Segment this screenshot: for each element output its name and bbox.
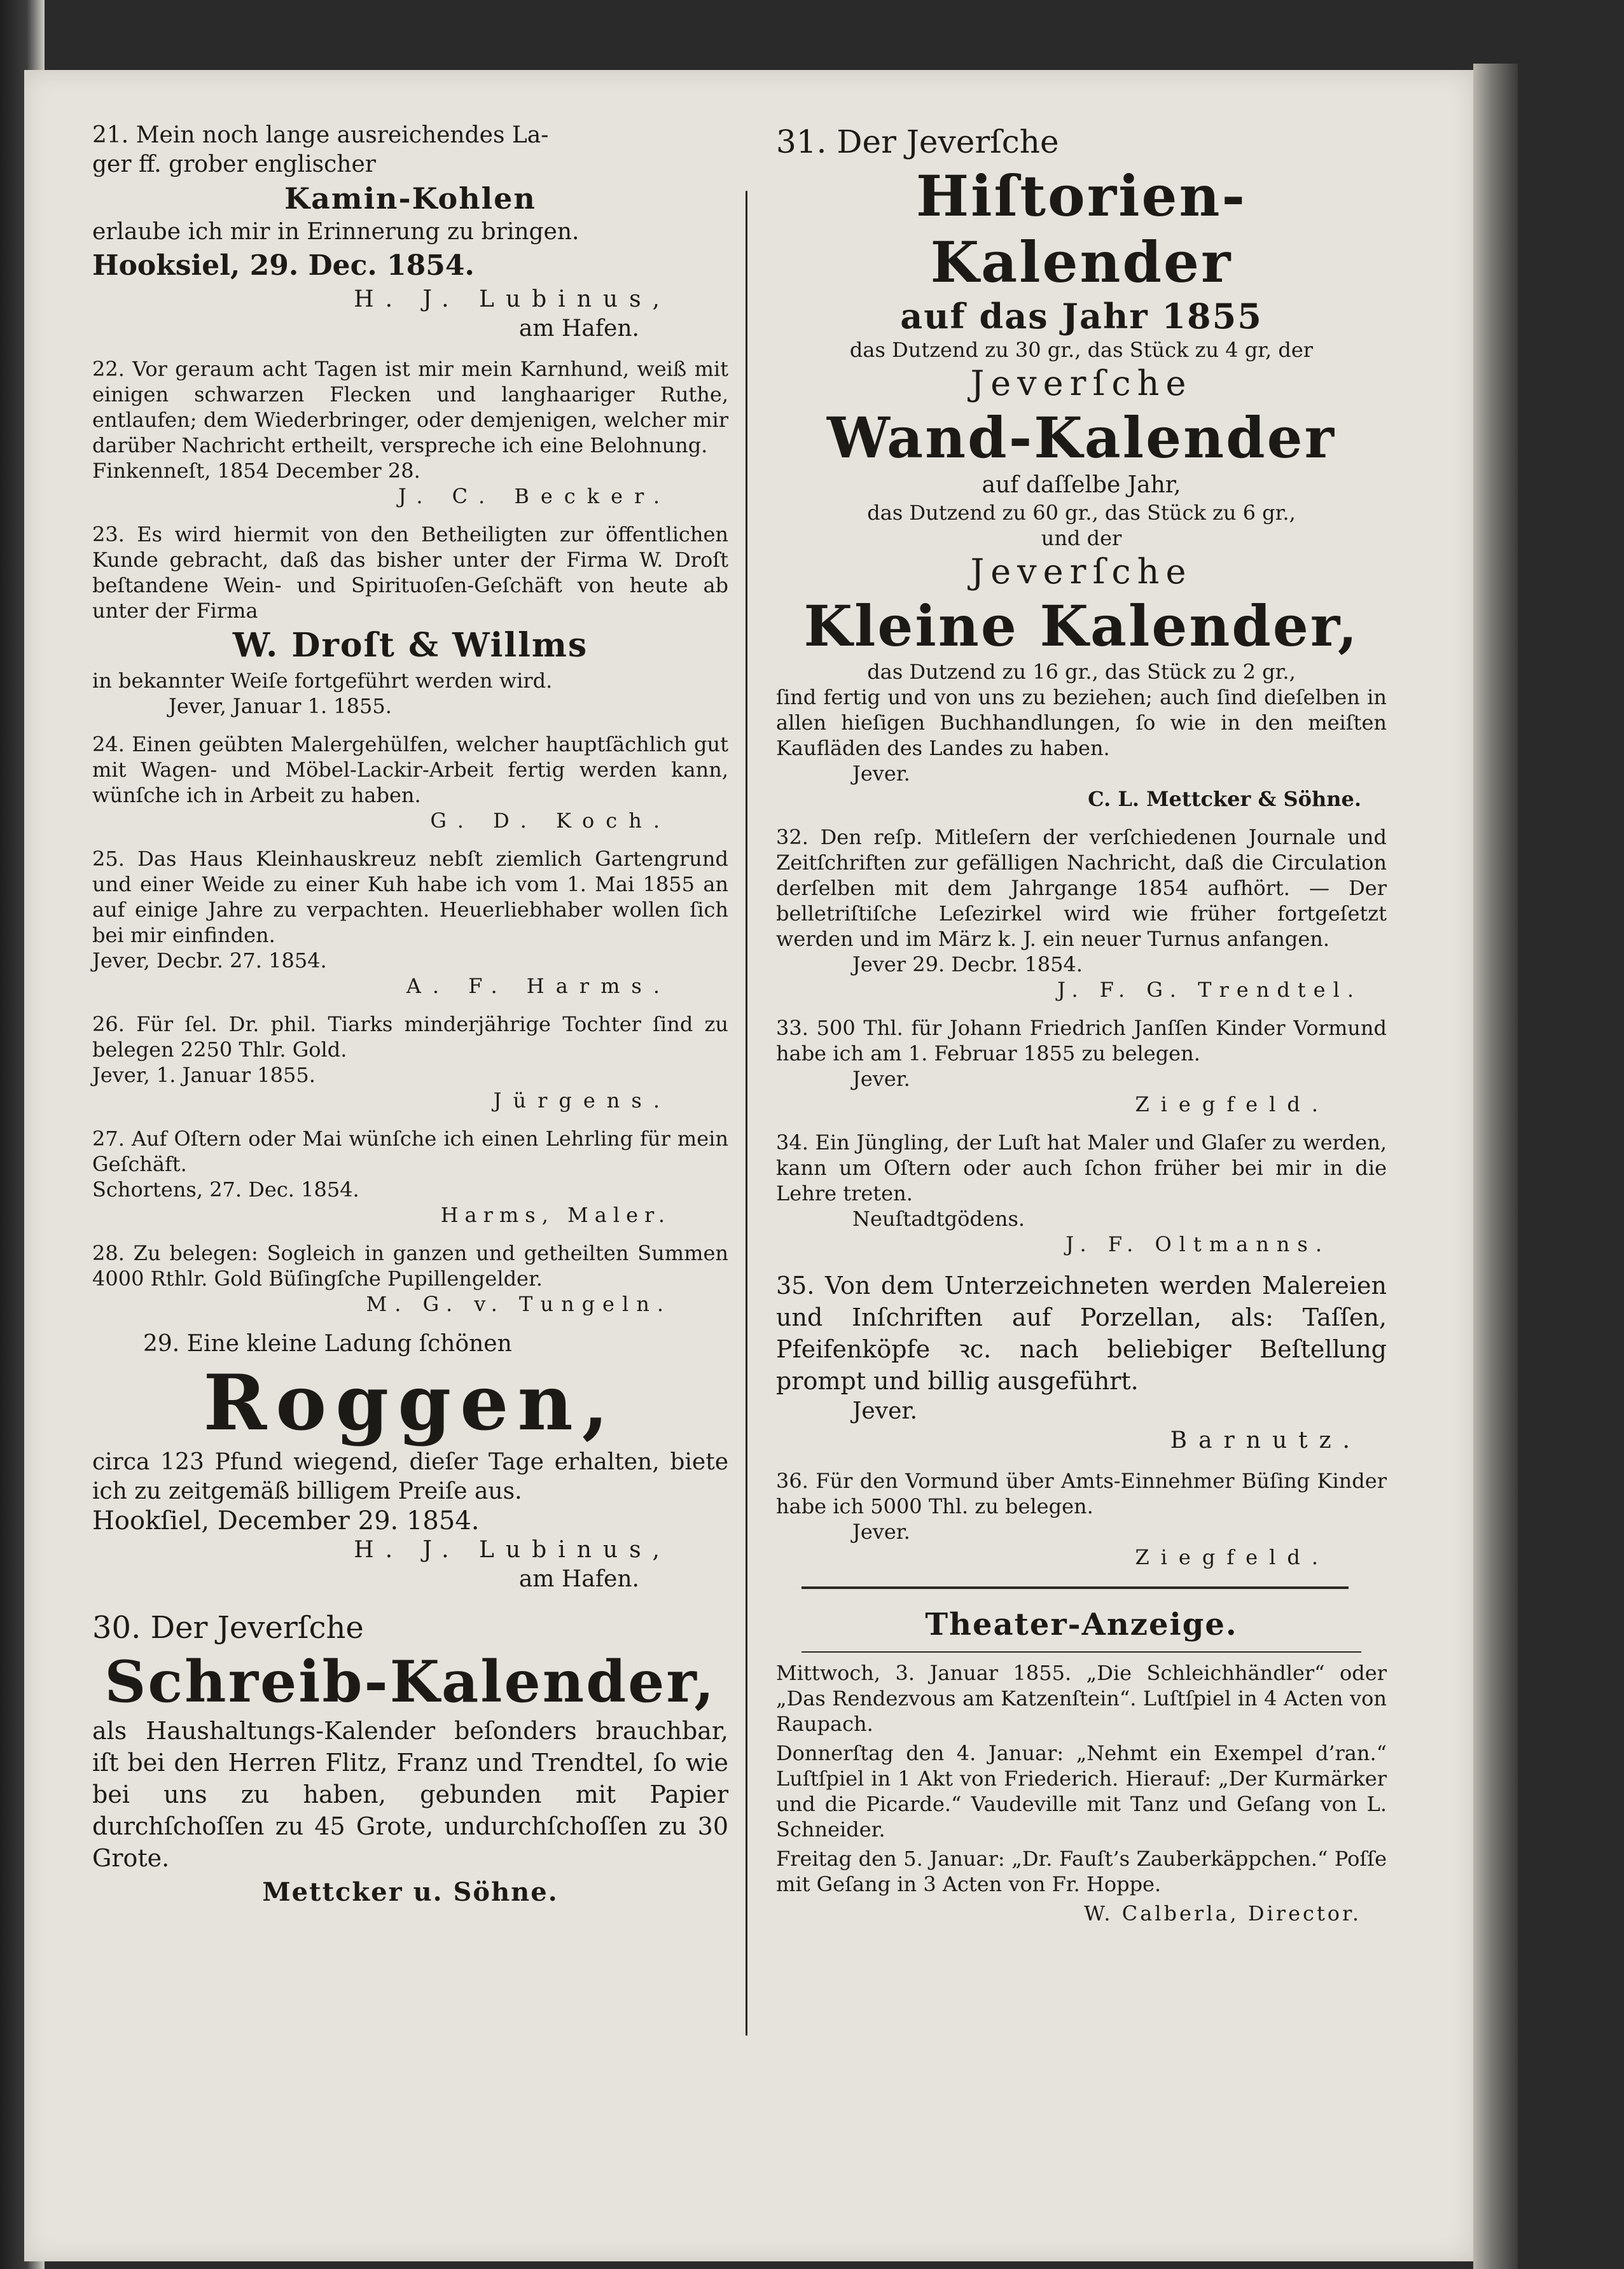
ad-text: als Haushaltungs-Kalender beſonders brauchbar, iſt bei den Herren Flitz, Franz und Trendtel, ſo wie bei uns zu haben, gebunden mit Papier durchſchoſſen zu 45 Grote, undurchſchoſſen zu 30 Grote. xyxy=(92,1717,728,1872)
ad-text: 26. Für ſel. Dr. phil. Tiarks minderjährige Tochter ſind zu belegen 2250 Thlr. Gold. xyxy=(92,1012,728,1062)
ad-headline: Wand-Kalender xyxy=(826,405,1336,471)
ad-place-date: Hooksiel, 29. Dec. 1854. xyxy=(92,249,475,282)
ad-32 xyxy=(776,824,1387,1003)
ad-21 xyxy=(92,121,728,343)
ad-signature: G. D. Koch. xyxy=(430,808,671,833)
ad-text: und der xyxy=(1041,526,1122,550)
ad-text: 21. Mein noch lange ausreichendes La- xyxy=(92,122,549,148)
column-rule xyxy=(746,191,747,2036)
ad-text: ger ff. grober englischer xyxy=(92,151,377,177)
ad-signature: Jürgens. xyxy=(493,1088,671,1113)
ad-25 xyxy=(92,846,728,999)
ad-headline: Kamin-Kohlen xyxy=(284,181,536,216)
ad-signature: J. F. Oltmanns. xyxy=(1065,1232,1329,1256)
ad-place-date: Jever, 1. Januar 1855. xyxy=(92,1063,316,1087)
ad-text: auf daſſelbe Jahr, xyxy=(982,472,1181,498)
ad-text: 27. Auf Oſtern oder Mai wünſche ich einen Lehrling für mein Geſchäft. xyxy=(92,1127,728,1176)
ad-signature: J. F. G. Trendtel. xyxy=(1057,978,1361,1002)
ad-text: 25. Das Haus Kleinhauskreuz nebſt ziemlich Gartengrund und einer Weide zu einer Kuh habe ich vom 1. Mai 1855 an auf einige Jahre zu verpachten. Heuerliebhaber wollen ſich bei mir einfinden. xyxy=(92,847,728,947)
ad-34 xyxy=(776,1130,1387,1257)
ad-text: das Dutzend zu 30 gr., das Stück zu 4 gr, der xyxy=(849,338,1314,362)
ad-28 xyxy=(92,1240,728,1317)
theater-announcement xyxy=(776,1606,1387,1926)
ad-place-date: Jever. xyxy=(852,761,910,786)
ad-text: in bekannter Weiſe fortgeführt werden wird. xyxy=(92,669,553,693)
section-divider xyxy=(802,1586,1349,1589)
ad-31 xyxy=(776,121,1387,812)
ad-24 xyxy=(92,732,728,833)
ad-text: 24. Einen geübten Malergehülfen, welcher hauptſächlich gut mit Wagen- und Möbel-Lackir-Arbeit fertig werden kann, wünſche ich in Arbeit zu haben. xyxy=(92,732,728,807)
ad-text: erlaube ich mir in Erinnerung zu bringen. xyxy=(92,219,580,245)
ad-33 xyxy=(776,1015,1387,1117)
ad-text: 31. Der Jeverſche xyxy=(776,123,1059,160)
headline-underline xyxy=(802,1651,1361,1653)
ad-place-date: Jever, Januar 1. 1855. xyxy=(169,694,392,718)
ad-text: ſind fertig und von uns zu beziehen; auch ſind dieſelben in allen hieſigen Buchhandlungen, ſo wie in den meiſten Kaufläden des Landes zu haben. xyxy=(776,685,1387,760)
ad-text: 36. Für den Vormund über Amts-Einnehmer Büſing Kinder habe ich 5000 Thl. zu belegen. xyxy=(776,1469,1387,1518)
left-column xyxy=(92,121,728,1924)
ad-22 xyxy=(92,356,728,509)
ad-text: 35. Von dem Unterzeichneten werden Malereien und Inſchriften auf Porzellan, als: Taſſen, Pfeifenköpfe ꝛc. nach beliebiger Beſtellung prompt und billig ausgeführt. xyxy=(776,1272,1387,1395)
ad-headline: Kleine Kalender, xyxy=(803,593,1359,659)
ad-place-date: Schortens, 27. Dec. 1854. xyxy=(92,1177,359,1202)
ad-text: circa 123 Pfund wiegend, dieſer Tage erhalten, biete ich zu zeitgemäß billigem Preiſe aus. xyxy=(92,1449,728,1504)
ad-text: 33. 500 Thl. für Johann Friedrich Janſſen Kinder Vormund habe ich am 1. Februar 1855 zu belegen. xyxy=(776,1016,1387,1065)
ad-36 xyxy=(776,1468,1387,1570)
ad-place-date: Neuſtadtgödens. xyxy=(852,1207,1025,1231)
ad-headline: W. Droſt & Willms xyxy=(232,626,588,665)
theater-signature: W. Calberla, Director. xyxy=(1084,1901,1361,1926)
ad-23 xyxy=(92,522,728,719)
ad-signature: Barnutz. xyxy=(1170,1427,1361,1454)
ad-signature: H. J. Lubinus, xyxy=(354,286,671,312)
ad-place-date: Jever. xyxy=(852,1067,910,1091)
ad-text: Jeverſche xyxy=(970,363,1193,403)
ad-signature: H. J. Lubinus, xyxy=(354,1537,671,1563)
ad-place-date: Jever. xyxy=(852,1398,918,1424)
ad-text: 23. Es wird hiermit von den Betheiligten zur öffentlichen Kunde gebracht, daß das bisher unter der Firma W. Droſt beſtandene Wein- und Spirituoſen-Geſchäft von heute ab unter der Firma xyxy=(92,522,728,623)
theater-entry: Freitag den 5. Januar: „Dr. Fauſt’s Zauberkäppchen.“ Poſſe mit Geſang in 3 Acten von Fr. Hoppe. xyxy=(776,1847,1387,1896)
ad-30 xyxy=(92,1607,728,1911)
ad-35 xyxy=(776,1270,1387,1455)
theater-headline: Theater-Anzeige. xyxy=(925,1607,1238,1642)
ad-26 xyxy=(92,1011,728,1113)
theater-entry: Donnerſtag den 4. Januar: „Nehmt ein Exempel d’ran.“ Luſtſpiel in 1 Akt von Friederich. Hierauf: „Der Kurmärker und die Picarde.“ Vaudeville mit Tanz und Geſang von L. Schneider. xyxy=(776,1741,1387,1842)
right-column xyxy=(776,121,1387,1939)
ad-text: 28. Zu belegen: Sogleich in ganzen und getheilten Summen 4000 Rthlr. Gold Büſingſche Pupillengelder. xyxy=(92,1241,728,1291)
ad-text: 34. Ein Jüngling, der Luſt hat Maler und Glaſer zu werden, kann um Oſtern oder auch ſchon früher bei mir in die Lehre treten. xyxy=(776,1130,1387,1205)
ad-text: das Dutzend zu 60 gr., das Stück zu 6 gr., xyxy=(867,501,1296,525)
ad-text: Jeverſche xyxy=(970,552,1193,592)
theater-entry: Mittwoch, 3. Januar 1855. „Die Schleichhändler“ oder „Das Rendezvous am Katzenſtein“. Luſtſpiel in 4 Acten von Raupach. xyxy=(776,1661,1387,1736)
ad-text: 29. Eine kleine Ladung ſchönen xyxy=(143,1331,512,1357)
ad-text: 32. Den reſp. Mitleſern der verſchiedenen Journale und Zeitſchriften zur gefälligen Nachricht, daß die Circulation derſelben mit dem Jahrgange 1854 aufhört. — Der belletriſtiſche Leſezirkel wird wie früher fortgeſetzt werden und im März k. J. ein neuer Turnus anfangen. xyxy=(776,825,1387,951)
ad-place-date: Finkenneſt, 1854 December 28. xyxy=(92,459,420,483)
ad-headline: Schreib-Kalender, xyxy=(104,1648,716,1716)
ad-signature: Mettcker u. Söhne. xyxy=(262,1877,559,1907)
ad-place-date: Hookſiel, December 29. 1854. xyxy=(92,1506,480,1536)
ad-signature: Ziegfeld. xyxy=(1135,1545,1329,1569)
ad-signature: am Hafen. xyxy=(518,1566,639,1592)
ad-signature: C. L. Mettcker & Söhne. xyxy=(1088,787,1361,811)
page-edge xyxy=(1473,64,1518,2269)
ad-signature: Harms, Maler. xyxy=(440,1203,671,1227)
ad-headline: Hiſtorien-Kalender xyxy=(915,163,1247,295)
ad-text: 30. Der Jeverſche xyxy=(92,1610,364,1646)
ad-signature: Ziegfeld. xyxy=(1135,1092,1329,1116)
ad-place-date: Jever 29. Decbr. 1854. xyxy=(852,952,1083,976)
ad-signature: am Hafen. xyxy=(518,316,639,342)
ad-29 xyxy=(92,1329,728,1594)
ad-headline: Roggen, xyxy=(203,1358,618,1448)
ad-signature: A. F. Harms. xyxy=(406,974,671,998)
ad-signature: J. C. Becker. xyxy=(398,484,671,508)
ad-signature: M. G. v. Tungeln. xyxy=(366,1292,671,1316)
ad-place-date: Jever, Decbr. 27. 1854. xyxy=(92,948,327,973)
ad-text: auf das Jahr 1855 xyxy=(900,296,1263,337)
ad-27 xyxy=(92,1126,728,1228)
ad-text: 22. Vor geraum acht Tagen ist mir mein Karnhund, weiß mit einigen schwarzen Flecken und langhaariger Ruthe, entlaufen; dem Wiederbringer, oder demjenigen, welcher mir darüber Nachricht ertheilt, verspreche ich eine Belohnung. xyxy=(92,357,728,457)
ad-place-date: Jever. xyxy=(852,1520,910,1544)
ad-text: das Dutzend zu 16 gr., das Stück zu 2 gr., xyxy=(867,660,1296,684)
